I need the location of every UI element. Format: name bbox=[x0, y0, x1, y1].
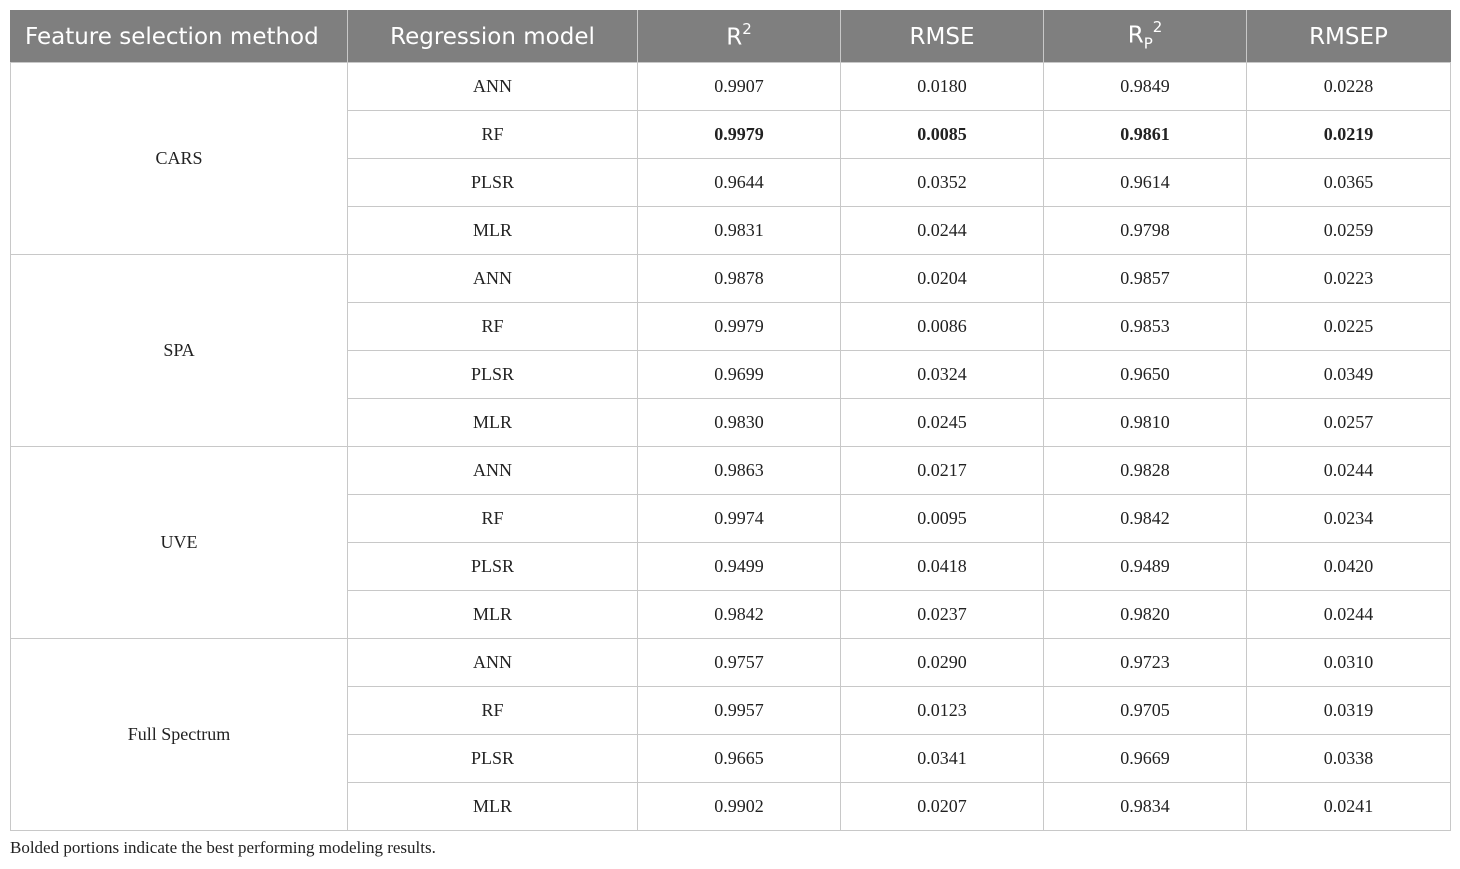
rmsep-cell: 0.0225 bbox=[1247, 303, 1451, 351]
rmse-cell: 0.0217 bbox=[841, 447, 1044, 495]
header-row bbox=[11, 11, 1451, 63]
header-r2-base: R bbox=[726, 24, 743, 51]
rp2-cell: 0.9857 bbox=[1044, 255, 1247, 303]
model-cell: RF bbox=[348, 495, 638, 543]
r2-cell: 0.9878 bbox=[638, 255, 841, 303]
rmse-cell: 0.0352 bbox=[841, 159, 1044, 207]
rmsep-cell: 0.0234 bbox=[1247, 495, 1451, 543]
rp2-cell: 0.9798 bbox=[1044, 207, 1247, 255]
rp2-cell: 0.9842 bbox=[1044, 495, 1247, 543]
rmsep-cell: 0.0219 bbox=[1247, 111, 1451, 159]
rmsep-cell: 0.0259 bbox=[1247, 207, 1451, 255]
rp2-cell: 0.9489 bbox=[1044, 543, 1247, 591]
rp2-cell: 0.9861 bbox=[1044, 111, 1247, 159]
rp2-cell: 0.9834 bbox=[1044, 783, 1247, 831]
r2-cell: 0.9757 bbox=[638, 639, 841, 687]
model-cell: MLR bbox=[348, 591, 638, 639]
rmse-cell: 0.0204 bbox=[841, 255, 1044, 303]
r2-cell: 0.9907 bbox=[638, 63, 841, 111]
model-cell: ANN bbox=[348, 255, 638, 303]
table-row bbox=[11, 63, 1451, 111]
rmsep-cell: 0.0310 bbox=[1247, 639, 1451, 687]
rp2-cell: 0.9723 bbox=[1044, 639, 1247, 687]
rp2-cell: 0.9849 bbox=[1044, 63, 1247, 111]
table-row bbox=[11, 639, 1451, 687]
table-body bbox=[11, 63, 1451, 831]
rmse-cell: 0.0324 bbox=[841, 351, 1044, 399]
header-rp2-sup: 2 bbox=[1152, 18, 1163, 37]
rmsep-cell: 0.0257 bbox=[1247, 399, 1451, 447]
model-cell: PLSR bbox=[348, 159, 638, 207]
header-rmsep: RMSEP bbox=[1247, 11, 1451, 63]
rmsep-cell: 0.0228 bbox=[1247, 63, 1451, 111]
table-header bbox=[11, 11, 1451, 63]
rp2-cell: 0.9669 bbox=[1044, 735, 1247, 783]
header-method: Feature selection method bbox=[11, 11, 348, 63]
rmse-cell: 0.0207 bbox=[841, 783, 1044, 831]
rp2-cell: 0.9650 bbox=[1044, 351, 1247, 399]
rmsep-cell: 0.0365 bbox=[1247, 159, 1451, 207]
header-rmse: RMSE bbox=[841, 11, 1044, 63]
method-cell: SPA bbox=[11, 255, 348, 447]
rmse-cell: 0.0237 bbox=[841, 591, 1044, 639]
r2-cell: 0.9665 bbox=[638, 735, 841, 783]
model-cell: PLSR bbox=[348, 351, 638, 399]
table-row bbox=[11, 447, 1451, 495]
rp2-cell: 0.9820 bbox=[1044, 591, 1247, 639]
header-model: Regression model bbox=[348, 11, 638, 63]
model-cell: RF bbox=[348, 303, 638, 351]
rmse-cell: 0.0341 bbox=[841, 735, 1044, 783]
rp2-cell: 0.9853 bbox=[1044, 303, 1247, 351]
model-cell: MLR bbox=[348, 783, 638, 831]
model-cell: ANN bbox=[348, 447, 638, 495]
model-cell: RF bbox=[348, 687, 638, 735]
model-cell: MLR bbox=[348, 207, 638, 255]
model-cell: RF bbox=[348, 111, 638, 159]
r2-cell: 0.9831 bbox=[638, 207, 841, 255]
header-rp2-base: R bbox=[1127, 23, 1144, 50]
header-rp2 bbox=[1044, 11, 1247, 63]
model-cell: MLR bbox=[348, 399, 638, 447]
r2-cell: 0.9957 bbox=[638, 687, 841, 735]
r2-cell: 0.9902 bbox=[638, 783, 841, 831]
model-cell: ANN bbox=[348, 639, 638, 687]
rmsep-cell: 0.0244 bbox=[1247, 591, 1451, 639]
r2-cell: 0.9979 bbox=[638, 303, 841, 351]
model-cell: PLSR bbox=[348, 543, 638, 591]
r2-cell: 0.9974 bbox=[638, 495, 841, 543]
r2-cell: 0.9644 bbox=[638, 159, 841, 207]
results-table bbox=[10, 10, 1451, 831]
rmse-cell: 0.0086 bbox=[841, 303, 1044, 351]
table-row bbox=[11, 255, 1451, 303]
method-cell: CARS bbox=[11, 63, 348, 255]
rmse-cell: 0.0290 bbox=[841, 639, 1044, 687]
results-table-container bbox=[10, 10, 1450, 831]
rp2-cell: 0.9810 bbox=[1044, 399, 1247, 447]
rmse-cell: 0.0123 bbox=[841, 687, 1044, 735]
r2-cell: 0.9699 bbox=[638, 351, 841, 399]
rmsep-cell: 0.0223 bbox=[1247, 255, 1451, 303]
r2-cell: 0.9830 bbox=[638, 399, 841, 447]
rmsep-cell: 0.0241 bbox=[1247, 783, 1451, 831]
r2-cell: 0.9842 bbox=[638, 591, 841, 639]
model-cell: PLSR bbox=[348, 735, 638, 783]
rmsep-cell: 0.0319 bbox=[1247, 687, 1451, 735]
rp2-cell: 0.9828 bbox=[1044, 447, 1247, 495]
rmsep-cell: 0.0338 bbox=[1247, 735, 1451, 783]
rmse-cell: 0.0180 bbox=[841, 63, 1044, 111]
r2-cell: 0.9863 bbox=[638, 447, 841, 495]
r2-cell: 0.9979 bbox=[638, 111, 841, 159]
rmsep-cell: 0.0420 bbox=[1247, 543, 1451, 591]
rmsep-cell: 0.0349 bbox=[1247, 351, 1451, 399]
rmse-cell: 0.0418 bbox=[841, 543, 1044, 591]
r2-cell: 0.9499 bbox=[638, 543, 841, 591]
rmse-cell: 0.0085 bbox=[841, 111, 1044, 159]
table-footnote: Bolded portions indicate the best performing modeling results. bbox=[10, 838, 436, 857]
rmsep-cell: 0.0244 bbox=[1247, 447, 1451, 495]
method-cell: UVE bbox=[11, 447, 348, 639]
rmse-cell: 0.0244 bbox=[841, 207, 1044, 255]
rp2-cell: 0.9614 bbox=[1044, 159, 1247, 207]
header-rp2-sub: P bbox=[1143, 34, 1153, 53]
rmse-cell: 0.0245 bbox=[841, 399, 1044, 447]
rmse-cell: 0.0095 bbox=[841, 495, 1044, 543]
method-cell: Full Spectrum bbox=[11, 639, 348, 831]
header-r2 bbox=[638, 11, 841, 63]
header-r2-sup: 2 bbox=[742, 20, 752, 39]
rp2-cell: 0.9705 bbox=[1044, 687, 1247, 735]
model-cell: ANN bbox=[348, 63, 638, 111]
